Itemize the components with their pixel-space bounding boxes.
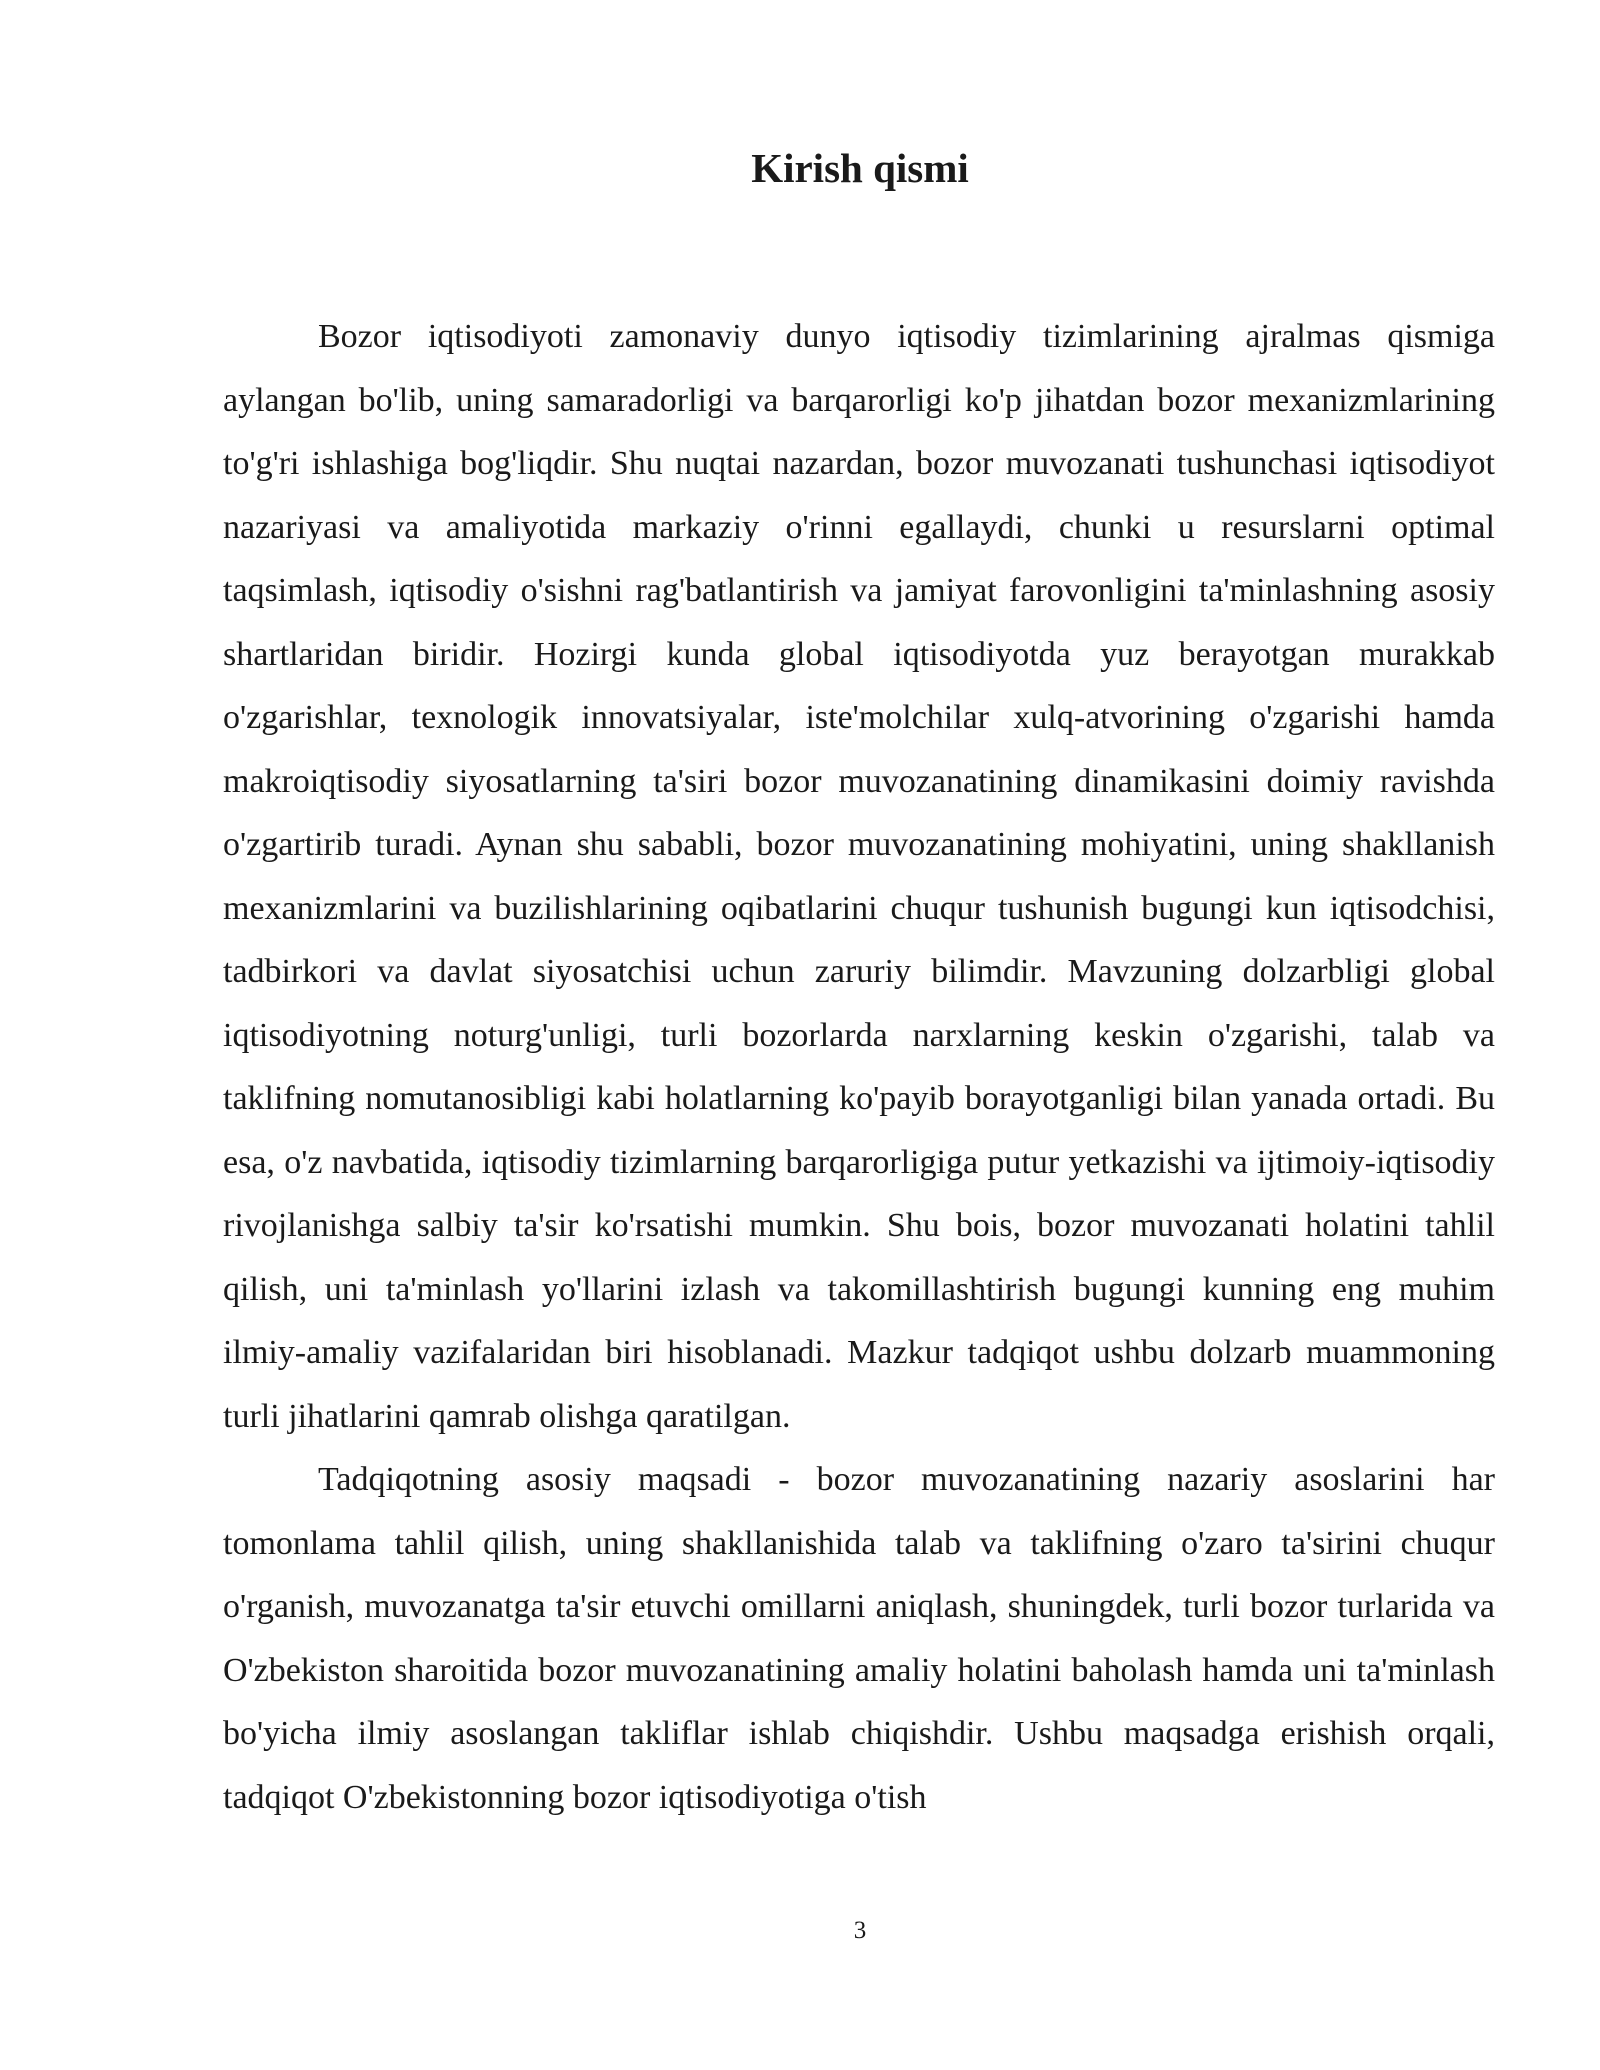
paragraph-introduction: Bozor iqtisodiyoti zamonaviy dunyo iqtisodiy tizimlarining ajralmas qismiga aylangan bo'lib, uning samaradorligi va barqarorligi ko'p jihatdan bozor mexanizmlarining to'g'ri ishlashiga bog'liqdir. Shu nuqtai nazardan, bozor muvozanati tushunchasi iqtisodiyot nazariyasi va amaliyotida markaziy o'rinni egallaydi, chunki u resurslarni optimal taqsimlash, iqtisodiy o'sishni rag'batlantirish va jamiyat farovonligini ta'minlashning asosiy shartlaridan biridir. Hozirgi kunda global iqtisodiyotda yuz berayotgan murakkab o'zgarishlar, texnologik innovatsiyalar, iste'molchilar xulq-atvorining o'zgarishi hamda makroiqtisodiy siyosatlarning ta'siri bozor muvozanatining dinamikasini doimiy ravishda o'zgartirib turadi. Aynan shu sababli, bozor muvozanatining mohiyatini, uning shakllanish mexanizmlarini va buzilishlarining oqibatlarini chuqur tushunish bugungi kun iqtisodchisi, tadbirkori va davlat siyosatchisi uchun zaruriy bilimdir. Mavzuning dolzarbligi global iqtisodiyotning noturg'unligi, turli bozorlarda narxlarning keskin o'zgarishi, talab va taklifning nomutanosibligi kabi holatlarning ko'payib borayotganligi bilan yanada ortadi. Bu esa, o'z navbatida, iqtisodiy tizimlarning barqarorligiga putur yetkazishi va ijtimoiy-iqtisodiy rivojlanishga salbiy ta'sir ko'rsatishi mumkin. Shu bois, bozor muvozanati holatini tahlil qilish, uni ta'minlash yo'llarini izlash va takomillashtirish bugungi kunning eng muhim ilmiy-amaliy vazifalaridan biri hisoblanadi. Mazkur tadqiqot ushbu dolzarb muammoning turli jihatlarini qamrab olishga qaratilgan. — [223, 318, 1495, 1435]
body-text — [223, 305, 1495, 1829]
page-number: 3 — [853, 1917, 867, 1944]
page-title: Kirish qismi — [751, 145, 969, 191]
paragraph-research-goal: Tadqiqotning asosiy maqsadi - bozor muvozanatining nazariy asoslarini har tomonlama tahlil qilish, uning shakllanishida talab va taklifning o'zaro ta'sirini chuqur o'rganish, muvozanatga ta'sir etuvchi omillarni aniqlash, shuningdek, turli bozor turlarida va O'zbekiston sharoitida bozor muvozanatining amaliy holatini baholash hamda uni ta'minlash bo'yicha ilmiy asoslangan takliflar ishlab chiqishdir. Ushbu maqsadga erishish orqali, tadqiqot O'zbekistonning bozor iqtisodiyotiga o'tish — [223, 1461, 1495, 1816]
